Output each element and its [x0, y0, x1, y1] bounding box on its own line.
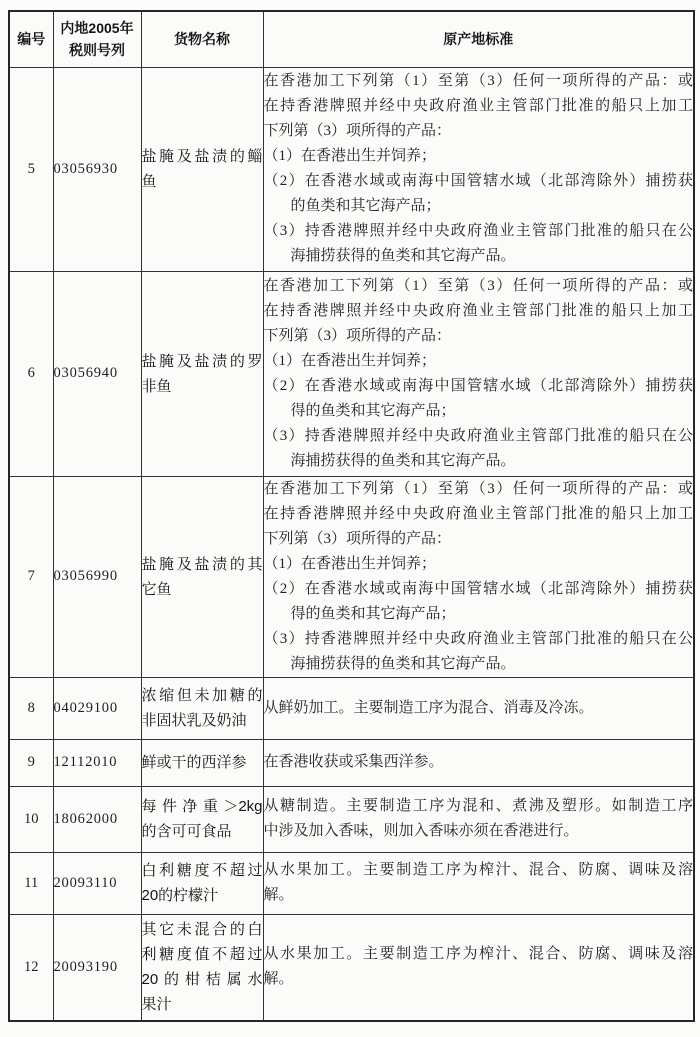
cell-origin-standard: [263, 739, 694, 786]
origin-standard-paragraph: [264, 858, 694, 908]
cell-goods-name: [141, 677, 263, 739]
cell-origin-standard: [263, 476, 694, 677]
origin-standard-line: 从水果加工。主要制造工序为榨汁、混合、防腐、调味及溶: [263, 862, 693, 878]
goods-name-line: 20的柠檬汁: [141, 887, 219, 904]
goods-name-line: 它鱼: [141, 580, 172, 598]
origin-standard-line: 从水果加工。主要制造工序为榨汁、混合、防腐、调味及溶: [263, 946, 693, 963]
origin-standard-line: 海捕捞获得的鱼类和其它海产品。: [290, 248, 516, 264]
origin-standard-paragraph: [264, 942, 694, 992]
origin-standard-paragraph: [264, 552, 694, 577]
cell-origin-standard: [263, 786, 694, 852]
origin-standard-line: 解。: [263, 971, 294, 988]
cell-tariff-code: 03056940: [53, 271, 141, 476]
origin-standard-line: 从鲜奶加工。主要制造工序为混合、消毒及冷冻。: [263, 699, 594, 716]
header-tariff-code-line: 内地2005年: [60, 20, 134, 37]
origin-standard-line: 得的鱼类和其它海产品；: [290, 402, 456, 419]
goods-name-line: 鱼: [141, 173, 157, 190]
origin-standard-line: （3）持香港牌照并经中央政府渔业主管部门批准的船只在公: [263, 630, 693, 647]
origin-standard-line: 中涉及加入香味，则加入香味亦须在香港进行。: [263, 823, 579, 839]
table-row: [9, 852, 694, 914]
origin-rules-table: [8, 10, 695, 1022]
origin-standard-paragraph: [264, 274, 694, 349]
origin-standard-line: 在持香港牌照并经中央政府渔业主管部门批准的船只上加工: [263, 98, 693, 114]
table-row: [9, 476, 694, 677]
goods-name-line: 果汁: [141, 996, 172, 1014]
cell-goods-name: [141, 476, 263, 677]
goods-name-line: 鲜或干的西洋参: [141, 754, 247, 771]
cell-number: 7: [9, 476, 53, 677]
cell-number: 10: [9, 786, 53, 852]
origin-standard-line: 下列第（3）项所得的产品：: [263, 327, 452, 344]
header-number: 编号: [9, 11, 53, 67]
cell-number: 12: [9, 914, 53, 1021]
origin-standard-line: 下列第（3）项所得的产品：: [263, 123, 452, 139]
cell-goods-name: [141, 914, 263, 1021]
origin-standard-paragraph: [264, 69, 694, 144]
goods-name-line: 浓缩但未加糖的: [141, 687, 263, 704]
origin-standard-line: 在香港收获或采集西洋参。: [263, 754, 444, 770]
goods-name-line: 盐腌及盐渍的罗: [141, 352, 263, 370]
header-goods-name: 货物名称: [141, 11, 263, 67]
cell-tariff-code: 04029100: [53, 677, 141, 739]
goods-name-line: 的含可可食品: [141, 823, 232, 840]
origin-standard-paragraph: [264, 627, 694, 677]
table-row: [9, 271, 694, 476]
goods-name-line: 白利糖度不超过: [141, 862, 263, 879]
goods-name-line: 其它未混合的白: [141, 921, 263, 939]
goods-name-line: 非鱼: [141, 377, 172, 395]
header-tariff-code-line: 税则号列: [69, 42, 125, 59]
table-header: [9, 11, 694, 67]
origin-standard-paragraph: [264, 750, 694, 775]
table-row: [9, 914, 694, 1021]
origin-standard-line: 在香港加工下列第（1）至第（3）任何一项所得的产品：或: [263, 73, 693, 89]
origin-standard-line: 在持香港牌照并经中央政府渔业主管部门批准的船只上加工: [263, 505, 693, 522]
origin-standard-line: 的鱼类和其它海产品；: [290, 198, 441, 214]
table-row: [9, 677, 694, 739]
origin-standard-line: （3）持香港牌照并经中央政府渔业主管部门批准的船只在公: [263, 223, 693, 239]
cell-origin-standard: [263, 677, 694, 739]
origin-standard-paragraph: [264, 374, 694, 424]
cell-number: 11: [9, 852, 53, 914]
origin-standard-line: （2）在香港水域或南海中国管辖水域（北部湾除外）捕捞获: [263, 377, 693, 394]
cell-number: 5: [9, 67, 53, 271]
cell-goods-name: [141, 739, 263, 786]
cell-tariff-code: 03056990: [53, 476, 141, 677]
table-row: [9, 739, 694, 786]
origin-standard-paragraph: [264, 144, 694, 169]
origin-standard-paragraph: [264, 477, 694, 552]
origin-standard-paragraph: [264, 349, 694, 374]
header-row: [9, 11, 694, 67]
origin-standard-line: （3）持香港牌照并经中央政府渔业主管部门批准的船只在公: [263, 427, 693, 444]
origin-standard-line: 海捕捞获得的鱼类和其它海产品。: [290, 655, 516, 672]
origin-standard-line: （1）在香港出生并饲养；: [263, 352, 437, 369]
goods-name-line: 利糖度值不超过: [141, 946, 263, 964]
header-origin-standard: 原产地标准: [263, 11, 694, 67]
goods-name-line: 盐腌及盐渍的鲻: [141, 148, 263, 165]
cell-number: 6: [9, 271, 53, 476]
table-row: [9, 67, 694, 271]
cell-tariff-code: 20093110: [53, 852, 141, 914]
origin-standard-line: （2）在香港水域或南海中国管辖水域（北部湾除外）捕捞获: [263, 580, 693, 597]
origin-standard-paragraph: [264, 219, 694, 269]
cell-goods-name: [141, 852, 263, 914]
origin-standard-line: 解。: [263, 887, 294, 903]
cell-goods-name: [141, 786, 263, 852]
origin-standard-line: 从糖制造。主要制造工序为混和、煮沸及塑形。如制造工序: [263, 798, 693, 814]
goods-name-line: 盐腌及盐渍的其: [141, 555, 263, 573]
origin-standard-paragraph: [264, 794, 694, 844]
origin-standard-line: （1）在香港出生并饲养；: [263, 555, 437, 572]
table-body: [9, 67, 694, 1021]
origin-standard-line: 海捕捞获得的鱼类和其它海产品。: [290, 452, 516, 469]
goods-name-line: 非固状乳及奶油: [141, 712, 247, 729]
cell-origin-standard: [263, 914, 694, 1021]
cell-goods-name: [141, 271, 263, 476]
cell-goods-name: [141, 67, 263, 271]
goods-name-line: 20的柑桔属水: [141, 971, 263, 989]
cell-tariff-code: 03056930: [53, 67, 141, 271]
origin-standard-line: 下列第（3）项所得的产品：: [263, 530, 452, 547]
origin-standard-line: 在香港加工下列第（1）至第（3）任何一项所得的产品：或: [263, 277, 693, 294]
origin-standard-line: 在持香港牌照并经中央政府渔业主管部门批准的船只上加工: [263, 302, 693, 319]
cell-number: 8: [9, 677, 53, 739]
origin-standard-paragraph: [264, 577, 694, 627]
goods-name-line: 每件净重＞2kg: [141, 798, 263, 815]
origin-standard-paragraph: [264, 424, 694, 474]
cell-tariff-code: 12112010: [53, 739, 141, 786]
cell-number: 9: [9, 739, 53, 786]
origin-standard-paragraph: [264, 169, 694, 219]
cell-tariff-code: 20093190: [53, 914, 141, 1021]
cell-origin-standard: [263, 852, 694, 914]
cell-tariff-code: 18062000: [53, 786, 141, 852]
origin-standard-line: 得的鱼类和其它海产品；: [290, 605, 456, 622]
cell-origin-standard: [263, 271, 694, 476]
origin-standard-line: （2）在香港水域或南海中国管辖水域（北部湾除外）捕捞获: [263, 173, 693, 189]
table-row: [9, 786, 694, 852]
origin-standard-line: 在香港加工下列第（1）至第（3）任何一项所得的产品：或: [263, 480, 693, 497]
cell-origin-standard: [263, 67, 694, 271]
origin-standard-paragraph: [264, 696, 694, 721]
origin-standard-line: （1）在香港出生并饲养；: [263, 148, 437, 164]
header-tariff-code: [53, 11, 141, 67]
